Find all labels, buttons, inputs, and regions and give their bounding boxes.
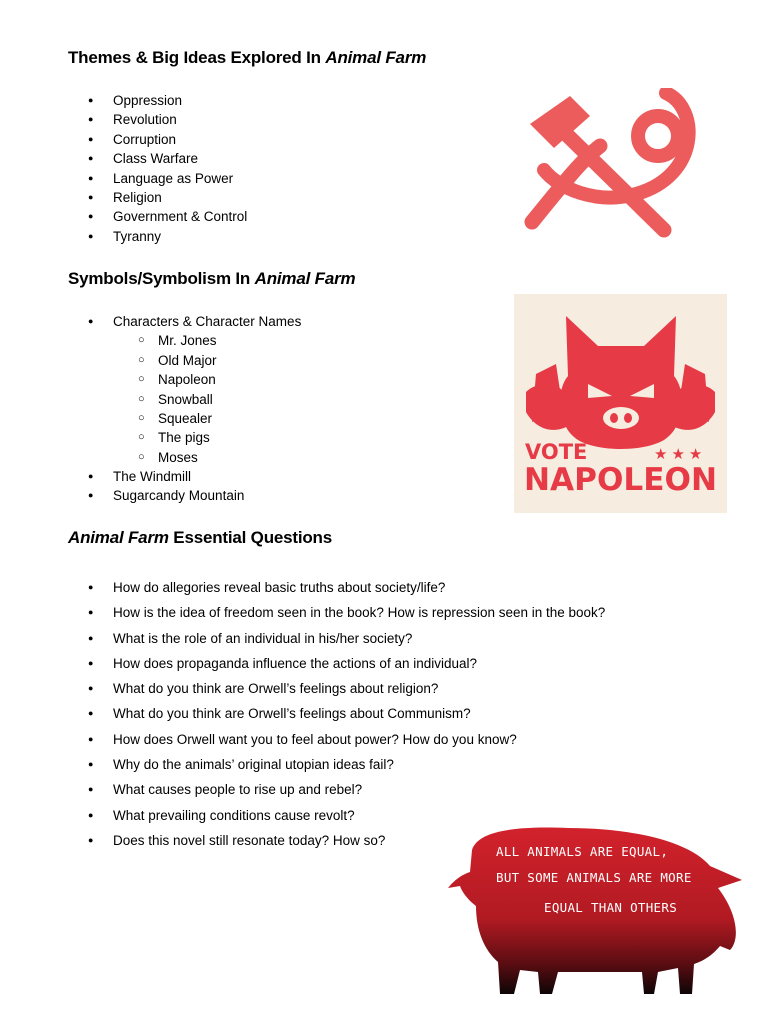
list-item: ● Tyranny <box>0 227 247 246</box>
symbols-heading <box>68 269 355 289</box>
question-item: ● How does propaganda influence the actions of an individual? <box>0 651 605 676</box>
symbols-sub-list <box>0 331 217 467</box>
list-item: ● Government & Control <box>0 207 247 226</box>
list-item: ● The Windmill <box>0 467 244 486</box>
question-item: ● How does Orwell want you to feel about power? How do you know? <box>0 727 605 752</box>
question-item: ● What do you think are Orwell’s feelings about religion? <box>0 676 605 701</box>
questions-list <box>0 575 605 853</box>
poster-stars: ★★★ <box>654 445 707 463</box>
question-item: ● How is the idea of freedom seen in the book? How is repression seen in the book? <box>0 600 605 625</box>
questions-heading-text: Essential Questions <box>168 528 333 547</box>
question-item: ● What prevailing conditions cause revolt? <box>0 803 605 828</box>
list-item: ● Language as Power <box>0 169 247 188</box>
sub-list-item: ○ Moses <box>0 448 217 467</box>
questions-heading-title: Animal Farm <box>68 528 169 547</box>
sub-list-item: ○ The pigs <box>0 428 217 447</box>
list-item: ● Characters & Character Names <box>0 312 301 331</box>
list-item: ● Class Warfare <box>0 149 247 168</box>
question-item: ● How do allegories reveal basic truths about society/life? <box>0 575 605 600</box>
themes-list <box>0 91 247 246</box>
symbols-list-top <box>0 312 301 331</box>
list-item: ● Revolution <box>0 110 247 129</box>
question-item: ● What do you think are Orwell’s feelings about Communism? <box>0 701 605 726</box>
poster-napoleon: NAPOLEON <box>524 462 717 498</box>
themes-heading <box>68 48 426 68</box>
symbols-heading-title: Animal Farm <box>254 269 356 288</box>
sub-list-item: ○ Squealer <box>0 409 217 428</box>
poster-vote: VOTE <box>525 440 588 464</box>
pig-quote-line1: ALL ANIMALS ARE EQUAL, <box>496 844 669 859</box>
list-item: ● Oppression <box>0 91 247 110</box>
sub-list-item: ○ Snowball <box>0 390 217 409</box>
symbols-list-bottom <box>0 467 244 506</box>
question-item: ● What causes people to rise up and rebel? <box>0 777 605 802</box>
question-item: ● Why do the animals’ original utopian ideas fail? <box>0 752 605 777</box>
sub-list-item: ○ Mr. Jones <box>0 331 217 350</box>
pig-quote-line3: EQUAL THAN OTHERS <box>544 900 678 915</box>
list-item: ● Religion <box>0 188 247 207</box>
hammer-and-sickle-icon <box>518 88 700 240</box>
list-item: ● Corruption <box>0 130 247 149</box>
themes-heading-text: Themes & Big Ideas Explored In <box>68 48 326 67</box>
sub-list-item: ○ Napoleon <box>0 370 217 389</box>
themes-heading-title: Animal Farm <box>325 48 427 67</box>
red-pig-illustration <box>448 822 748 994</box>
list-item: ● Sugarcandy Mountain <box>0 486 244 505</box>
vote-napoleon-poster <box>514 294 727 513</box>
question-item: ● What is the role of an individual in his/her society? <box>0 626 605 651</box>
pig-quote-line2: BUT SOME ANIMALS ARE MORE <box>496 870 692 885</box>
question-item: ● Does this novel still resonate today? How so? <box>0 828 605 853</box>
symbols-heading-text: Symbols/Symbolism In <box>68 269 255 288</box>
questions-heading <box>68 528 332 548</box>
sub-list-item: ○ Old Major <box>0 351 217 370</box>
